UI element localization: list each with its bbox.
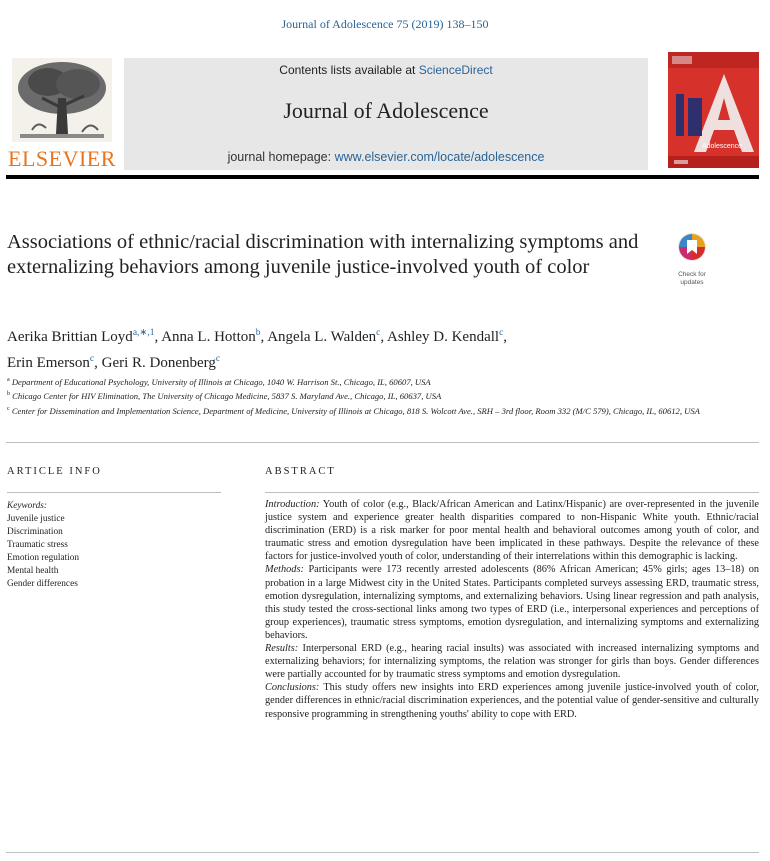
author-1-affil[interactable]: a,∗,1 [132, 328, 155, 338]
sciencedirect-link[interactable]: ScienceDirect [418, 63, 493, 77]
author-sep: , [94, 355, 102, 371]
methods-label: Methods: [265, 564, 304, 576]
abstract-divider [265, 492, 759, 493]
affiliation-text: Department of Educational Psychology, University of Illinois at Chicago, 1040 W. Harrison St., Chicago, IL, 60607, USA [11, 376, 431, 387]
abstract-introduction [265, 498, 759, 563]
author-2-affil[interactable]: b [255, 328, 261, 338]
keywords-block [7, 500, 221, 591]
journal-cover-image[interactable] [668, 52, 759, 168]
author-1[interactable]: Aerika Brittian Loyd [7, 329, 133, 345]
author-4[interactable]: Ashley D. Kendall [387, 329, 500, 345]
bottom-divider [6, 852, 759, 853]
author-5-affil[interactable]: c [89, 354, 95, 364]
affiliation-marker: a [7, 377, 10, 383]
check-for-updates-label-2: updates [680, 279, 704, 286]
journal-header [6, 52, 759, 170]
abstract-heading: ABSTRACT [265, 466, 336, 477]
contents-prefix: Contents lists available at [279, 63, 419, 77]
affiliation-c [7, 403, 757, 417]
homepage-line [124, 150, 648, 164]
affiliation-b [7, 388, 757, 402]
author-sep: , [503, 329, 508, 345]
homepage-prefix: journal homepage: [227, 150, 335, 164]
journal-citation[interactable]: Journal of Adolescence 75 (2019) 138–150 [281, 17, 489, 31]
author-sep: , [260, 329, 268, 345]
results-text: Interpersonal ERD (e.g., hearing racial insults) was associated with increased internalizing symptoms and externalizing behaviors; for internalizing symptoms, the relation was stronger for girls than boys. Gender differences were partially accounted for by traumatic stress symptoms and emotion dysregulation. [265, 643, 759, 681]
author-3[interactable]: Angela L. Walden [267, 329, 377, 345]
article-title: Associations of ethnic/racial discrimination with internalizing symptoms and externalizing behaviors among juvenile justice-involved youth of color [7, 231, 639, 278]
elsevier-wordmark: ELSEVIER [8, 146, 116, 171]
elsevier-logo[interactable] [6, 58, 118, 171]
abstract-methods [265, 563, 759, 642]
article-info-divider [7, 492, 221, 493]
keyword-item[interactable]: Discrimination [7, 527, 63, 537]
abstract-conclusions [265, 681, 759, 720]
affiliation-marker: c [7, 405, 10, 412]
check-for-updates-icon [677, 232, 707, 264]
author-3-affil[interactable]: c [376, 328, 381, 338]
check-for-updates-button[interactable] [672, 232, 712, 287]
affiliations [7, 374, 757, 417]
author-sep: , [154, 329, 162, 345]
abstract-body [265, 498, 759, 721]
introduction-text: Youth of color (e.g., Black/African American and Latinx/Hispanic) are over-represented in the juvenile justice system and experience greater health disparities compared to non-Hispanic White youth. Ethnic/racial discrimination (ERD) is a risk marker for poor mental health and behavioral outcomes among youth of color, and traumatic stress and emotion dysregulation have been implicated in these pathways. Despite the relevance of these factors for justice-involved youth of color, understanding of their interrelations within this demographic is lacking. [265, 499, 759, 563]
journal-title-box [124, 58, 648, 170]
author-list [7, 322, 757, 374]
check-for-updates-label-1: Check for [678, 271, 706, 278]
affiliation-text: Center for Dissemination and Implementation Science, Department of Medicine, University of Illinois at Chicago, 818 S. Wolcott Ave., SRH – 3rd floor, Room 332 (M/C 579), Chicago, IL, 60612, USA [11, 405, 700, 416]
journal-title: Journal of Adolescence [283, 98, 489, 123]
author-sep: , [380, 329, 388, 345]
introduction-label: Introduction: [265, 499, 320, 510]
affiliation-text: Chicago Center for HIV Elimination, The University of Chicago Medicine, 5837 S. Maryland Ave., Chicago, IL, 60637, USA [12, 391, 442, 402]
author-5[interactable]: Erin Emerson [7, 355, 90, 371]
keyword-item[interactable]: Gender differences [7, 579, 78, 589]
author-6[interactable]: Geri R. Donenberg [101, 355, 216, 371]
affiliation-a [7, 374, 757, 388]
homepage-link[interactable]: www.elsevier.com/locate/adolescence [334, 150, 545, 164]
elsevier-tree-icon [12, 58, 112, 142]
article-info-heading: ARTICLE INFO [7, 466, 102, 477]
results-label: Results: [265, 643, 299, 655]
keyword-item[interactable]: Traumatic stress [7, 540, 68, 550]
author-4-affil[interactable]: c [499, 328, 504, 338]
keyword-item[interactable]: Emotion regulation [7, 553, 80, 563]
keyword-item[interactable]: Juvenile justice [7, 514, 65, 524]
author-2[interactable]: Anna L. Hotton [161, 329, 256, 345]
abstract-results [265, 642, 759, 681]
header-divider [6, 175, 759, 179]
cover-title-text: Adolescence [701, 143, 743, 150]
affiliation-marker: b [7, 391, 10, 398]
section-divider [6, 442, 759, 443]
conclusions-label: Conclusions: [265, 682, 320, 694]
conclusions-text: This study offers new insights into ERD experiences among juvenile justice-involved youth of color, gender differences in ethnic/racial discrimination experiences, and the potential value of gender-sensitive and culturally responsive programming in strengthening youths' ability to cope with ERD. [265, 682, 759, 720]
keywords-label: Keywords: [7, 501, 47, 511]
cover-art-icon [668, 52, 759, 168]
contents-line [124, 63, 648, 77]
methods-text: Participants were 173 recently arrested adolescents (86% African American; 45% girls; ages 13–18) on probation in a large Midwest city in the United States. Participants completed surveys assessing ERD, traumatic stress, emotion dysregulation, internalizing symptoms, and externalizing behaviors. Using linear regression and path analysis, this study tested the cross-sectional links among two types of ERD (i.e., interpersonal experiences and perceptions of group experiences), traumatic stress symptoms, emotion dysregulation, and internalizing symptoms and externalizing behaviors. [265, 564, 759, 641]
author-6-affil[interactable]: c [215, 354, 221, 364]
keyword-item[interactable]: Mental health [7, 566, 59, 576]
